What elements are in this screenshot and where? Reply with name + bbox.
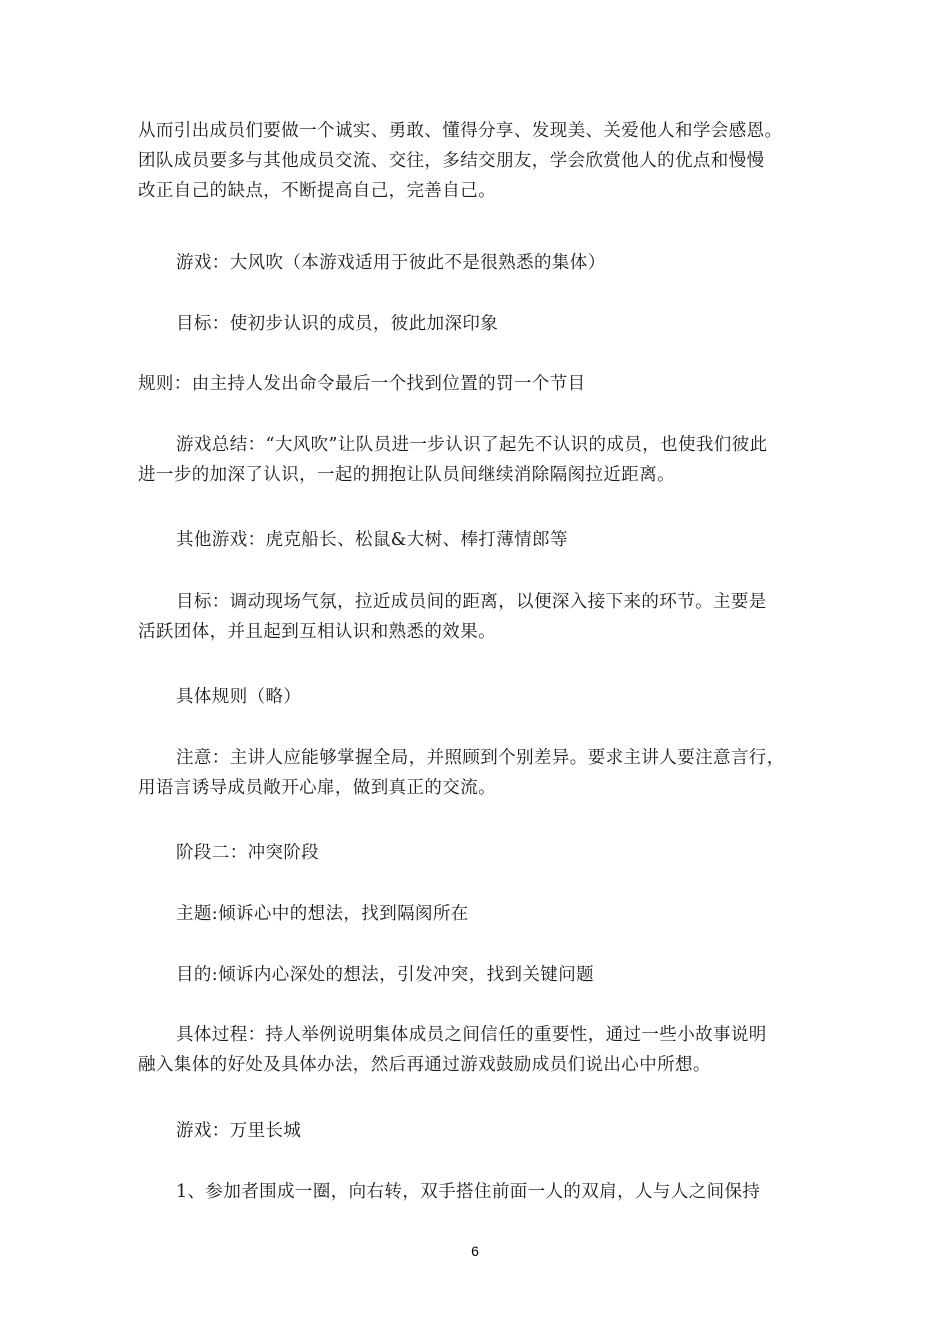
text-line: 具体过程：持人举例说明集体成员之间信任的重要性，通过一些小故事说明 — [176, 1025, 767, 1045]
text-line: 其他游戏：虎克船长、松鼠&大树、棒打薄情郎等 — [176, 530, 568, 550]
text-line: 具体规则（略） — [176, 687, 302, 707]
paragraph-purpose — [176, 960, 856, 990]
text-line: 从而引出成员们要做一个诚实、勇敢、懂得分享、发现美、关爱他人和学会感恩。 — [138, 121, 783, 141]
text-line: 活跃团体，并且起到互相认识和熟悉的效果。 — [138, 622, 496, 642]
text-line: 融入集体的好处及具体办法，然后再通过游戏鼓励成员们说出心中所想。 — [138, 1055, 711, 1075]
text-line: 1、参加者围成一圈，向右转，双手搭住前面一人的双肩，人与人之间保持 — [176, 1182, 761, 1202]
text-line: 游戏：万里长城 — [176, 1121, 302, 1141]
text-line: 进一步的加深了认识，一起的拥抱让队员间继续消除隔阂拉近距离。 — [138, 465, 675, 485]
text-line: 规则：由主持人发出命令最后一个找到位置的罚一个节目 — [138, 374, 586, 394]
paragraph-stage-two — [176, 838, 856, 868]
text-line: 游戏总结：“大风吹”让队员进一步认识了起先不认识的成员，也使我们彼此 — [176, 435, 768, 455]
paragraph-theme — [176, 899, 856, 929]
text-line: 阶段二：冲突阶段 — [176, 843, 320, 863]
text-line: 游戏：大风吹（本游戏适用于彼此不是很熟悉的集体） — [176, 253, 606, 273]
paragraph-note — [138, 743, 856, 803]
paragraph-intro — [138, 116, 818, 206]
text-line: 注意：主讲人应能够掌握全局，并照顾到个别差异。要求主讲人要注意言行， — [176, 748, 785, 768]
text-line: 目标：使初步认识的成员，彼此加深印象 — [176, 314, 499, 334]
text-line: 目的:倾诉内心深处的想法，引发冲突，找到关键问题 — [176, 965, 594, 985]
paragraph-other-games — [176, 525, 856, 555]
paragraph-game-summary — [138, 430, 856, 490]
paragraph-specific-rules — [176, 682, 856, 712]
paragraph-step-one — [176, 1177, 856, 1207]
text-line: 用语言诱导成员敞开心扉，做到真正的交流。 — [138, 778, 496, 798]
text-line: 改正自己的缺点，不断提高自己，完善自己。 — [138, 181, 496, 201]
paragraph-game-dafengchui — [176, 248, 856, 278]
paragraph-game-great-wall — [176, 1116, 856, 1146]
text-line: 目标：调动现场气氛，拉近成员间的距离，以便深入接下来的环节。主要是 — [176, 592, 767, 612]
page-number: 6 — [471, 1243, 479, 1259]
paragraph-rules — [138, 369, 818, 399]
paragraph-process — [138, 1020, 856, 1080]
paragraph-goal — [176, 309, 856, 339]
text-line: 主题:倾诉心中的想法，找到隔阂所在 — [176, 904, 469, 924]
text-line: 团队成员要多与其他成员交流、交往，多结交朋友，学会欣赏他人的优点和慢慢 — [138, 151, 765, 171]
paragraph-goal-2 — [138, 587, 856, 647]
